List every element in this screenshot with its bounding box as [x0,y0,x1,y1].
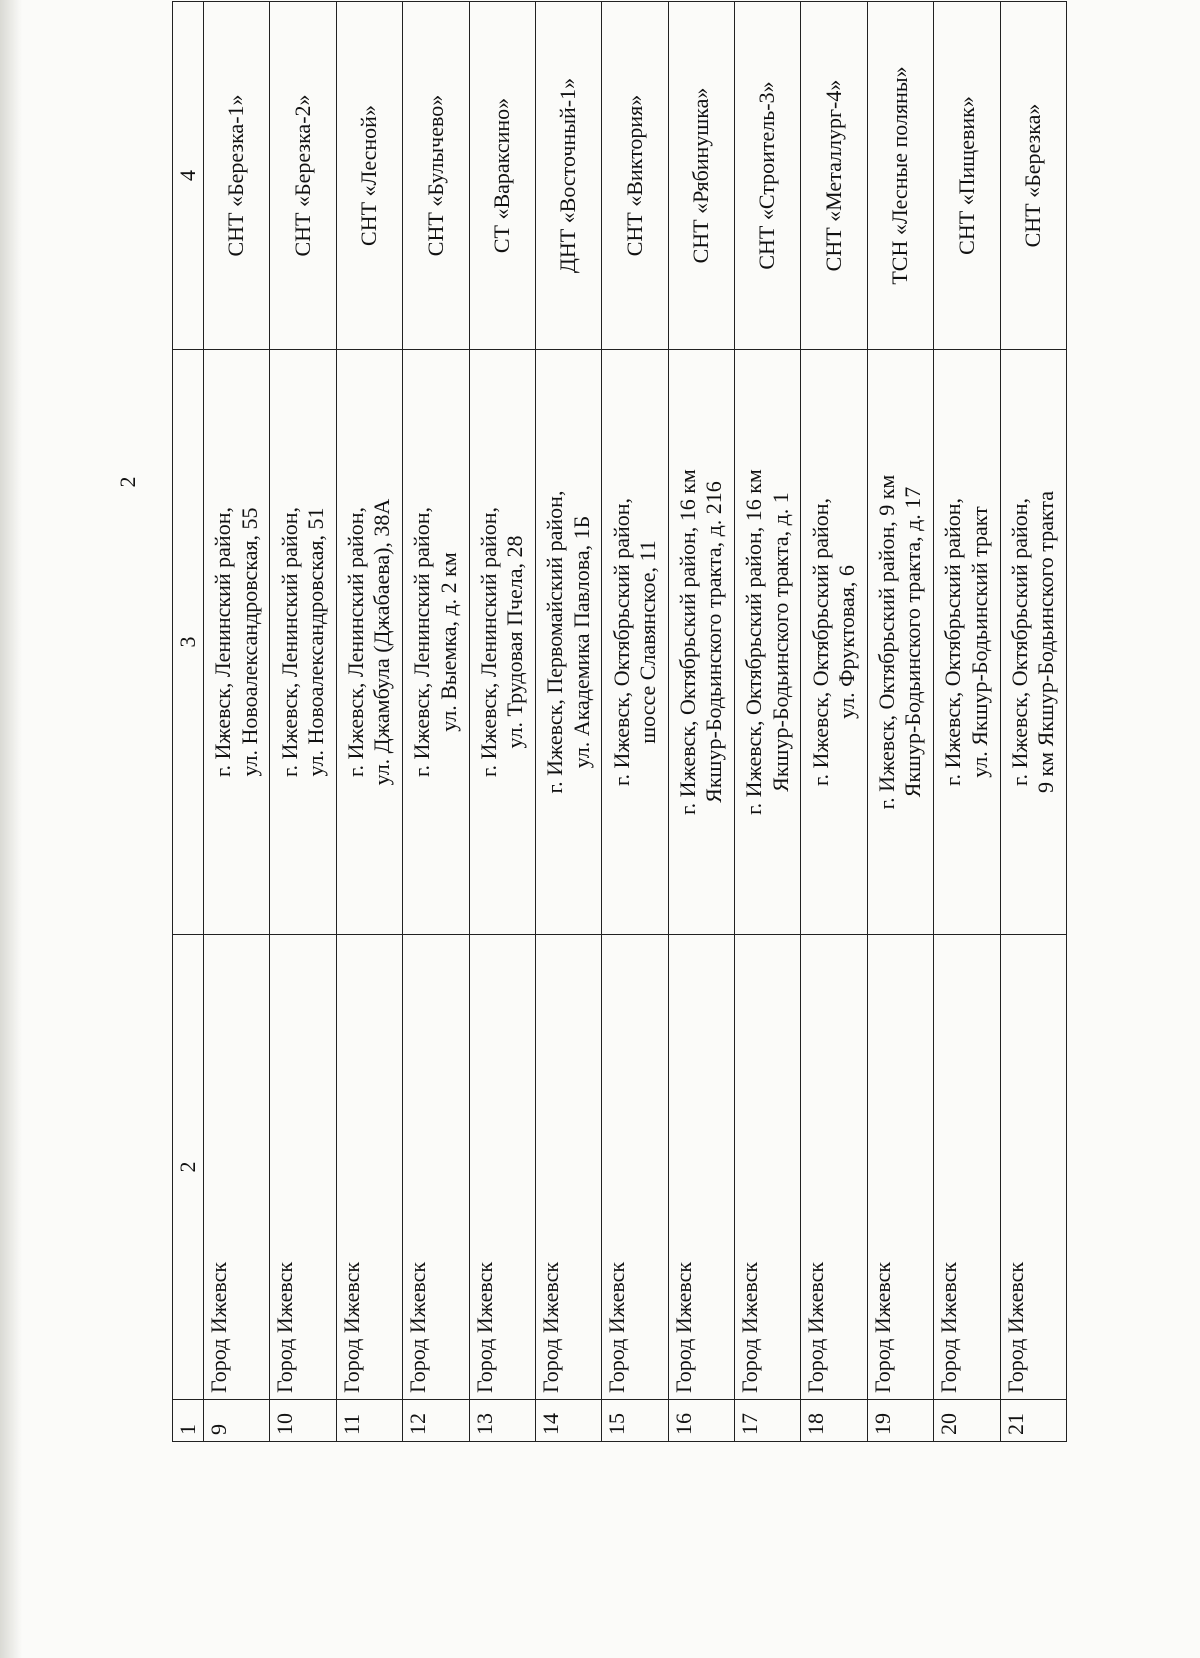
address-line: г. Ижевск, Октябрьский район, [807,497,833,787]
row-number: 17 [735,1400,801,1442]
address-cell [602,350,668,935]
municipality-cell: Город Ижевск [934,935,1000,1400]
table-body [204,2,1067,1442]
municipality-cell: Город Ижевск [403,935,469,1400]
row-number: 19 [867,1400,933,1442]
organization-name-cell: СНТ «Металлург-4» [801,2,867,350]
address-cell [735,350,801,935]
table-row [602,2,668,1442]
address-line: г. Ижевск, Ленинский район, [276,507,302,777]
organization-name-cell: ТСН «Лесные поляны» [867,2,933,350]
table-row [204,2,270,1442]
address-line: Якшур-Бодьинского тракта, д. 216 [701,481,727,803]
address-cell [867,350,933,935]
row-number: 16 [668,1400,734,1442]
address-line: ул. Выемка, д. 2 км [435,552,461,732]
row-number: 14 [535,1400,601,1442]
address-cell [403,350,469,935]
organization-name-cell: СТ «Вараксино» [469,2,535,350]
municipality-cell: Город Ижевск [204,935,270,1400]
row-number: 12 [403,1400,469,1442]
municipality-cell: Город Ижевск [735,935,801,1400]
column-header-3: 3 [173,350,204,935]
municipality-cell: Город Ижевск [270,935,336,1400]
municipality-cell: Город Ижевск [336,935,402,1400]
address-cell [204,350,270,935]
table-row [270,2,336,1442]
address-line: Якшур-Бодьинского тракта, д. 17 [900,486,926,798]
table-row [1000,2,1067,1442]
address-line: ул. Новоалександровская, 55 [236,507,262,777]
address-line: г. Ижевск, Октябрьский район, 9 км [874,474,900,810]
organization-name-cell: ДНТ «Восточный-1» [535,2,601,350]
address-cell [469,350,535,935]
address-line: г. Ижевск, Ленинский район, [210,507,236,777]
table-row [336,2,402,1442]
address-cell [535,350,601,935]
address-line: г. Ижевск, Первомайский район, [542,490,568,794]
page-number: 2 [115,476,140,488]
address-line: г. Ижевск, Октябрьский район, [940,497,966,787]
row-number: 13 [469,1400,535,1442]
table-row [735,2,801,1442]
table-row [668,2,734,1442]
row-number: 20 [934,1400,1000,1442]
municipality-cell: Город Ижевск [535,935,601,1400]
column-header-1: 1 [173,1400,204,1442]
organization-name-cell: СНТ «Пищевик» [934,2,1000,350]
address-line: ул. Фруктовая, 6 [834,565,860,719]
municipality-cell: Город Ижевск [602,935,668,1400]
column-header-4: 4 [173,2,204,350]
municipality-cell: Город Ижевск [1000,935,1067,1400]
organization-name-cell: СНТ «Виктория» [602,2,668,350]
address-cell [668,350,734,935]
rotated-page-content [172,2,1067,1442]
address-cell [1000,350,1067,935]
organization-name-cell: СНТ «Березка-2» [270,2,336,350]
row-number: 21 [1000,1400,1067,1442]
municipality-cell: Город Ижевск [668,935,734,1400]
address-cell [934,350,1000,935]
address-line: ул. Академика Павлова, 1Б [568,515,594,769]
row-number: 15 [602,1400,668,1442]
table-row [403,2,469,1442]
row-number: 18 [801,1400,867,1442]
address-line: г. Ижевск, Октябрьский район, 16 км [741,469,767,815]
scan-edge [0,0,22,1658]
address-line: Якшур-Бодьинского тракта, д. 1 [767,492,793,792]
address-line: г. Ижевск, Ленинский район, [409,507,435,777]
municipality-cell: Город Ижевск [867,935,933,1400]
row-number: 9 [204,1400,270,1442]
address-cell [270,350,336,935]
organization-name-cell: СНТ «Булычево» [403,2,469,350]
document-table [172,1,1067,1442]
table-row [801,2,867,1442]
address-line: ул. Якшур-Бодьинский тракт [966,506,992,778]
organization-name-cell: СНТ «Лесной» [336,2,402,350]
table-header-row [173,2,204,1442]
organization-name-cell: СНТ «Рябинушка» [668,2,734,350]
table-row [535,2,601,1442]
address-line: г. Ижевск, Октябрьский район, 16 км [674,469,700,815]
address-line: шоссе Славянское, 11 [634,540,660,744]
municipality-cell: Город Ижевск [801,935,867,1400]
address-line: г. Ижевск, Ленинский район, [475,507,501,777]
address-line: 9 км Якшур-Бодьинского тракта [1033,490,1059,794]
organization-name-cell: СНТ «Березка» [1000,2,1067,350]
address-line: ул. Новоалександровская, 51 [303,507,329,777]
address-line: г. Ижевск, Ленинский район, [343,507,369,777]
address-line: г. Ижевск, Октябрьский район, [1006,497,1032,787]
address-cell [801,350,867,935]
organization-name-cell: СНТ «Березка-1» [204,2,270,350]
address-line: ул. Джамбула (Джабаева), 38А [369,498,395,786]
address-line: ул. Трудовая Пчела, 28 [502,535,528,749]
table-row [469,2,535,1442]
address-cell [336,350,402,935]
column-header-2: 2 [173,935,204,1400]
organization-name-cell: СНТ «Строитель-3» [735,2,801,350]
row-number: 11 [336,1400,402,1442]
row-number: 10 [270,1400,336,1442]
table-row [867,2,933,1442]
municipality-cell: Город Ижевск [469,935,535,1400]
table-row [934,2,1000,1442]
address-line: г. Ижевск, Октябрьский район, [608,497,634,787]
